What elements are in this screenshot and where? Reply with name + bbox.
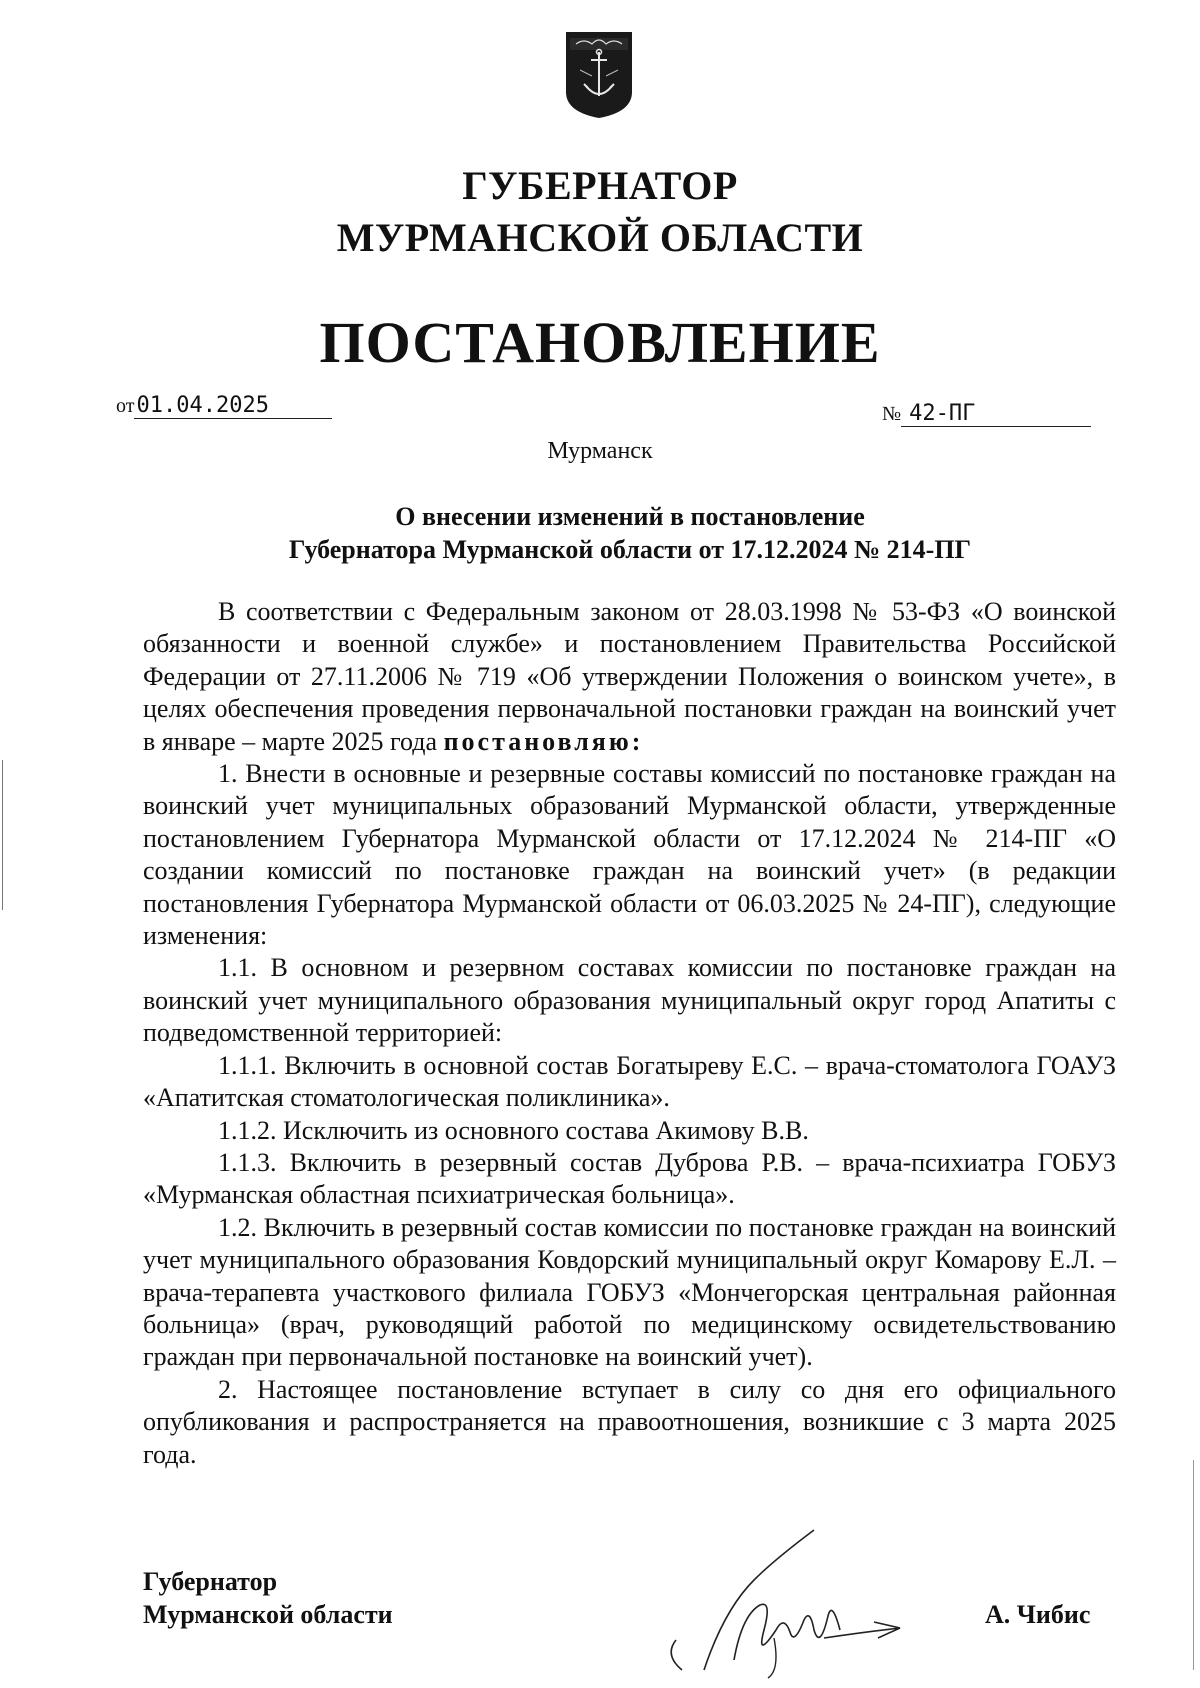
date-prefix: от [116,395,135,417]
number-value: 42-ПГ [901,402,1091,427]
paragraph-1-1-1: 1.1.1. Включить в основной состав Богатыреву Е.С. – врача-стоматолога ГОАУЗ «Апатитская стоматологическая поликлиника». [143,1050,1116,1113]
subject-line-1: О внесении изменений в постановление [395,502,865,531]
paragraph-2: 2. Настоящее постановление вступает в силу со дня его официального опубликования и распространяется на правоотношения, возникшие с 3 марта 2025 года. [143,1374,1116,1469]
signatory-name: А. Чибис [985,1600,1091,1629]
document-body [143,596,1116,1471]
city-label: Мурманск [547,438,653,464]
preamble-paragraph [143,596,1116,758]
handwritten-signature [664,1520,934,1680]
date-value: 01.04.2025 [134,394,332,419]
authority-line-1: ГУБЕРНАТОР [462,163,738,208]
signatory-position [143,1565,393,1631]
paragraph-1-1: 1.1. В основном и резервном составах комиссии по постановке граждан на воинский учет муниципального образования муниципальный округ город Апатиты с подведомственной территорией: [143,953,1116,1048]
position-line-2: Мурманской области [143,1600,393,1629]
number-prefix: № [882,403,902,425]
date-field [116,392,332,419]
paragraph-1-1-2: 1.1.2. Исключить из основного состава Акимову В.В. [218,1115,809,1145]
subject-line-2: Губернатора Мурманской области от 17.12.2024 № 214-ПГ [288,535,972,564]
document-subject [140,500,1120,566]
preamble-text: В соответствии с Федеральным законом от 28.03.1998 № 53-ФЗ «О воинской обязанности и военной службе» и постановлением Правительства Российской Федерации от 27.11.2006 № 719 «Об утверждении Положения о воинском учете», в целях обеспечения проведения первоначальной постановки граждан на воинский учет в январе – марте 2025 года [143,597,1116,756]
position-line-1: Губернатор [143,1567,278,1596]
paragraph-1-1-3: 1.1.3. Включить в резервный состав Дуброва Р.В. – врача-психиатра ГОБУЗ «Мурманская областная психиатрическая больница». [143,1147,1116,1210]
scan-margin-line-right [1193,1460,1194,1670]
coat-of-arms-emblem [564,30,634,120]
document-type-title: ПОСТАНОВЛЕНИЕ [319,310,881,375]
scan-margin-line [2,760,3,910]
paragraph-1: 1. Внести в основные и резервные составы комиссий по постановке граждан на воинский учет муниципальных образований Мурманской области, утвержденные постановлением Губернатора Мурманской области от 17.12.2024 № 214-ПГ «О создании комиссий по постановке граждан на воинский учет» (в редакции постановления Губернатора Мурманской области от 06.03.2025 № 24-ПГ), следующие изменения: [143,759,1116,951]
resolve-word: постановляю: [443,726,644,756]
authority-line-2: МУРМАНСКОЙ ОБЛАСТИ [336,215,864,260]
number-field [882,400,1091,427]
paragraph-1-2: 1.2. Включить в резервный состав комиссии по постановке граждан на воинский учет муниципального образования Ковдорский муниципальный округ Комарову Е.Л. – врача-терапевта участкового филиала ГОБУЗ «Мончегорская центральная районная больница» (врач, руководящий работой по медицинскому освидетельствованию граждан при первоначальной постановке на воинский учет). [143,1212,1116,1372]
authority-title [0,160,1200,264]
